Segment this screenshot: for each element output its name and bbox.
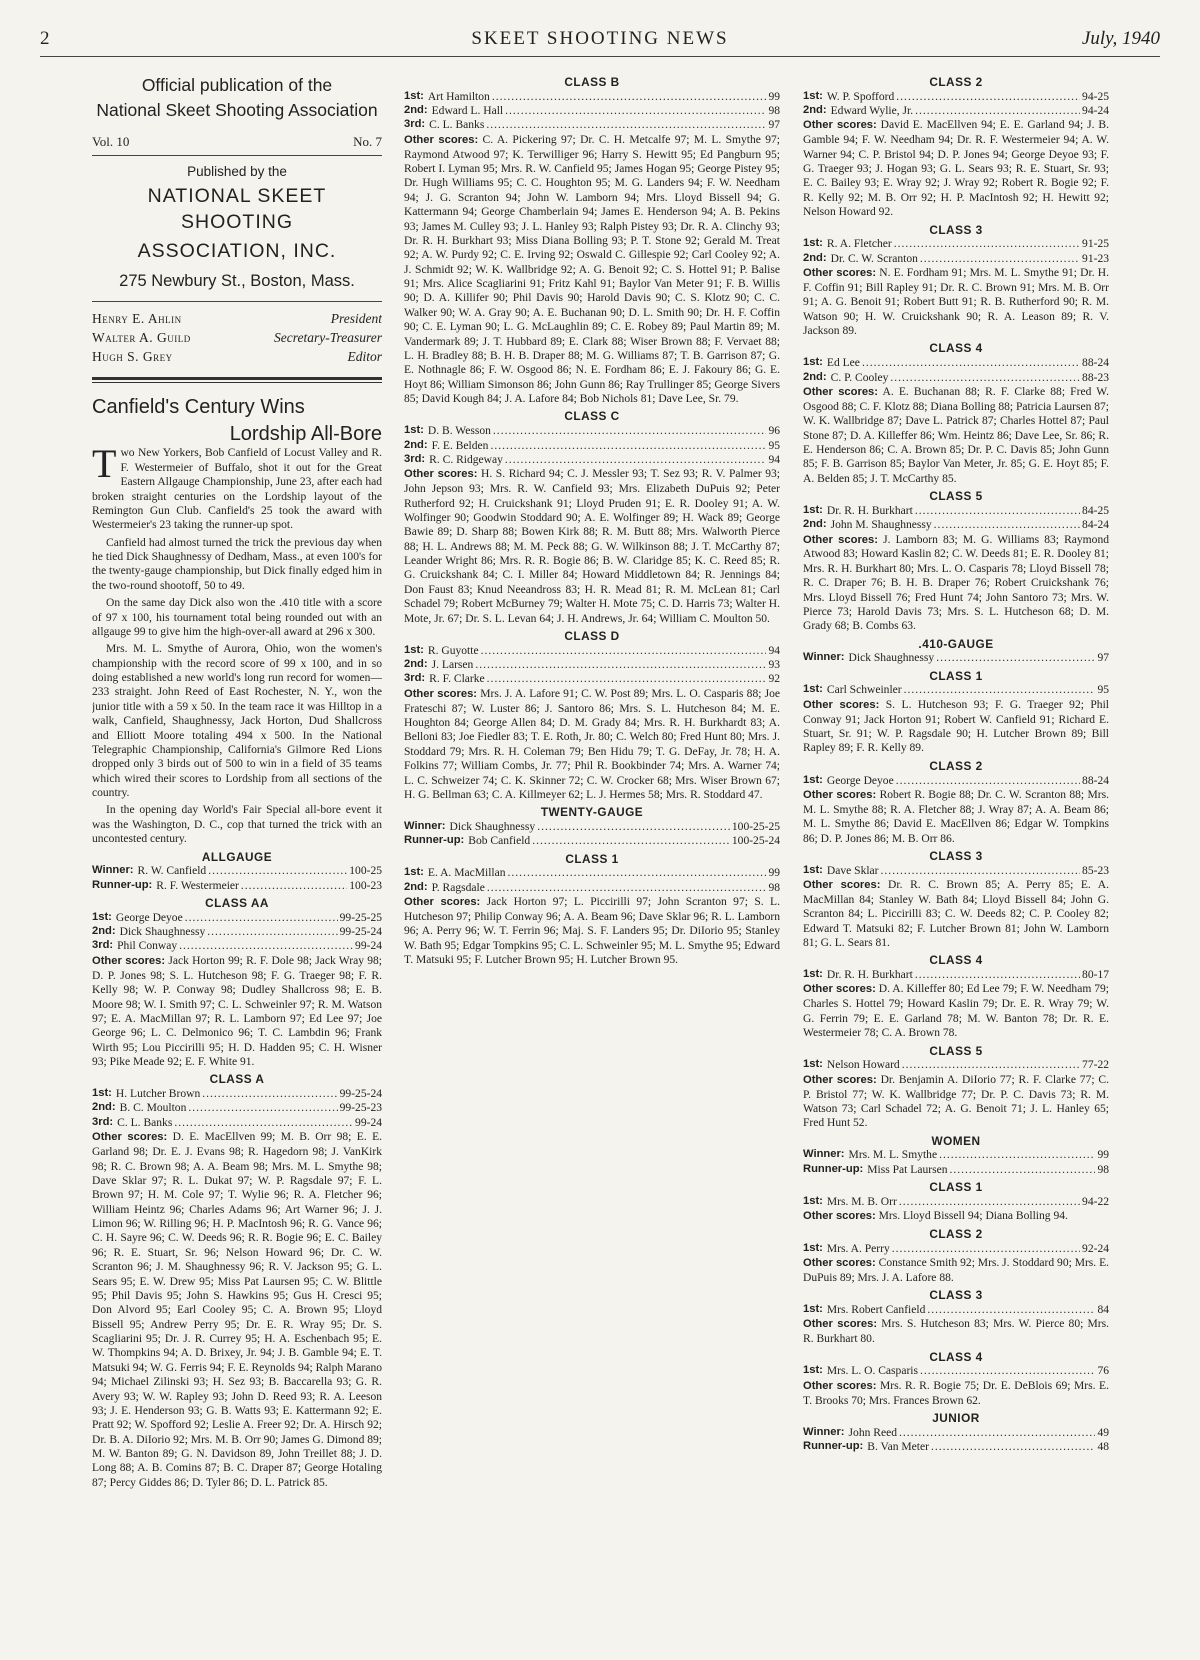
placing-line: 3rd: R. C. Ridgeway ..... 94 (404, 453, 780, 467)
placing-line: 1st: Nelson Howard ..... 77-22 (803, 1058, 1109, 1072)
column-2 (404, 72, 780, 1650)
runner-up-line: Runner-up: R. F. Westermeier ..... 100-23 (92, 879, 382, 893)
other-scores: Other scores: S. L. Hutcheson 93; F. G. Traeger 92; Phil Conway 91; Jack Horton 91; Robert W. Canfield 91; Richard E. Stuart, Sr. 91; W. P. Ragsdale 90; H. Lutcher Brown 89; Bill Rapley 89; F. R. Kelly 89. (803, 698, 1109, 755)
volume-row (92, 134, 382, 156)
other-scores: Other scores: H. S. Richard 94; C. J. Messler 93; T. Sez 93; R. V. Palmer 93; John Jepson 93; Mrs. R. W. Canfield 93; Mrs. Elizabeth DuPuis 92; Peter Rutherford 92; H. Cruickshank 91; Lloyd Pruden 91; E. R. Dooley 91; A. W. Wolfinger 90; Goodwin Stoddard 90; A. E. Wolfinger 89; H. Wack 89; George Bawie 89; D. Sharp 88; Bowen Kirk 88; R. M. Butt 88; Mrs. Walworth Pierce 88; H. L. Andrews 88; M. M. Peck 88; G. W. Wilkinson 88; J. T. McCarthy 87; Leander Wright 86; Mrs. R. R. Bogie 86; B. W. Claridge 85; K. C. Reed 85; R. G. Cruickshank 84; C. I. Miller 84; Howard Middletown 84; R. Jennings 84; Don Faust 83; Knud Neeandross 83; H. R. Mead 81; R. M. McLean 81; Carl Schadel 79; Robert McBurney 79; Walter H. Mote 75; C. D. Harris 73; Walter H. Mote, Jr. 67; Dr. S. L. Levan 64; J. H. Andrews, Jr. 64; William C. Moulton 50. (404, 468, 780, 625)
article-subheadline: Lordship All-Bore (229, 422, 382, 445)
winner-line: Winner: Dick Shaughnessy ..... 100-25-25 (404, 820, 780, 834)
class-title: CLASS AA (205, 896, 269, 911)
placing-line: 3rd: C. L. Banks ..... 97 (404, 118, 780, 132)
page-number: 2 (40, 28, 50, 49)
other-scores: Other scores: Jack Horton 99; R. F. Dole 98; Jack Wray 98; D. P. Jones 98; S. L. Hutcheson 98; F. G. Traeger 98; F. R. Kelly 98; W. P. Conway 98; Dudley Shallcross 98; E. B. Moore 98; W. I. Smith 97; C. L. Schweinler 97; R. M. Watson 97; E. A. MacMillan 97; R. L. Lamborn 97; Ed Lee 97; Joe George 96; L. C. Delmonico 96; T. C. Lambdin 96; Frank Wirth 95; Lou Piccirilli 95; H. D. Hadden 95; C. H. Wisner 93; Pike Meade 92; E. F. White 91. (92, 954, 382, 1069)
placing-line: 1st: H. Lutcher Brown ..... 99-25-24 (92, 1087, 382, 1101)
placing-line: 1st: W. P. Spofford ..... 94-25 (803, 90, 1109, 104)
column-3 (803, 72, 1109, 1650)
masthead-rule (92, 377, 382, 383)
placing-line: 1st: R. Guyotte ..... 94 (404, 644, 780, 658)
class-title: CLASS 1 (565, 851, 619, 866)
other-scores: Other scores: D. E. MacEllven 99; M. B. Orr 98; E. E. Garland 98; Dr. E. J. Evans 98; R. Hagedorn 98; J. VanKirk 98; R. C. Brown 98; A. A. Beam 98; Mrs. M. L. Smythe 98; Dave Sklar 97; R. L. Dukat 97; W. P. Ragsdale 97; F. L. Brown 97; H. M. Cole 97; T. Wylie 96; R. A. Fletcher 96; William Heintz 96; Charles Adams 96; Art Warner 96; J. J. Limon 96; W. Rilling 96; H. P. MacIntosh 96; R. G. Vance 96; C. H. Sayre 96; C. W. Deeds 96; R. R. Bogie 96; E. C. Bailey 96; R. E. Stuart, Sr. 96; Nelson Howard 96; Dr. C. W. Scranton 96; J. M. Shaughnessy 96; R. V. Jackson 95; G. L. Sears 95; E. W. Drew 95; Miss Pat Laursen 95; C. W. Blittle 95; Phil Davis 95; John S. Hawkins 95; Gus H. Cresci 95; Don Alvord 95; Earl Cooley 95; C. A. Brown 95; Lloyd Bissell 95; Andrew Perry 95; Dr. E. R. Wray 95; Dr. S. Scagliarini 95; Dr. J. R. Currey 95; H. A. Eschenbach 95; E. W. Thompkins 94; A. D. Brixey, Jr. 94; J. B. Gamble 94; E. T. Matsuki 94; W. G. Ferris 94; F. E. Reynolds 94; Ralph Marano 94; Michael Zilinski 93; H. Sez 93; B. Baccarella 93; G. R. Avery 93; W. W. Rapley 93; John D. Reed 93; R. A. Leeson 93; J. E. Henderson 93; G. B. Watts 93; E. Kattermann 92; E. Pratt 92; W. Spofford 92; Leslie A. Freer 92; Dr. A. Hirsch 92; Dr. B. A. DiIorio 92; Mrs. M. B. Orr 90; James G. Dimond 89; M. W. Banton 89; G. N. Davidson 89, John Treillet 88; J. D. Long 88; A. B. Comins 87; B. C. Draper 87; George Hotaling 87; Percy Giddes 86; D. Tyler 86; D. L. Patrick 85. (92, 1131, 382, 1489)
class-title: CLASS A (209, 1072, 265, 1087)
section-title: TWENTY-GAUGE (540, 805, 644, 820)
other-scores: Other scores: Mrs. J. A. Lafore 91; C. W. Post 89; Mrs. L. O. Casparis 88; Joe Frateschi 87; W. Luster 86; J. Santoro 86; Mrs. S. L. Hutcheson 84; M. E. Houghton 84; George Allen 84; D. M. Grady 84; Mrs. R. H. Burkhardt 83; A. Belloni 83; Joe Fiedler 83; T. E. Roth, Jr. 80; C. Welch 80; Fred Hunt 80; Mrs. J. Stoddard 79; Mrs. R. H. Coleman 79; Ben Hidu 79; T. G. DeFay, Jr. 78; H. A. Folkins 77; William Combs, Jr. 77; Phil R. Bookbinder 74; Mrs. A. Warner 74; L. C. Schweizer 74; C. K. Skinner 72; C. W. Crocker 68; Mrs. Wiser Brown 67; H. G. Bellman 63; C. A. Killmeyer 62; L. J. Hermes 58; Mrs. R. Stoddard 47. (404, 687, 780, 801)
placing-line: 2nd: C. P. Cooley ..... 88-23 (803, 371, 1109, 385)
class-title: CLASS 4 (929, 1349, 983, 1364)
placing-line: 2nd: John M. Shaughnessy ..... 84-24 (803, 518, 1109, 532)
published-by: Published by the (187, 163, 287, 179)
winner-line: Winner: Dick Shaughnessy ..... 97 (803, 651, 1109, 665)
association-name-1: NATIONAL SKEET SHOOTING (147, 185, 327, 233)
section-title: .410-GAUGE (918, 636, 994, 651)
placing-line: 2nd: F. E. Belden ..... 95 (404, 439, 780, 453)
other-scores: Other scores: David E. MacEllven 94; E. E. Garland 94; J. B. Gamble 94; F. W. Needham 94; Dr. R. F. Westermeier 94; A. W. Warner 94; C. P. Bristol 94; D. P. Jones 94; George Deyoe 93; F. G. Traeger 93; J. Hogan 93; G. L. Sears 93; R. E. Stuart, Sr. 93; E. C. Bailey 93; E. Wray 92; J. Wray 92; Robert R. Bogie 92; F. R. Kelly 92; M. B. Orr 92; H. P. MacIntosh 92; H. Hewitt 92; Nelson Howard 92. (803, 119, 1109, 219)
other-scores: Other scores: Mrs. S. Hutcheson 83; Mrs. W. Pierce 80; Mrs. R. Burkhart 80. (803, 1318, 1109, 1346)
article-paragraph: Canfield had almost turned the trick the previous day when he tied Dick Shaughnessy of Dedham, Mass., at even 100's for the twenty-gauge championship, but Dick finally edged him in the two-round shootoff, 50 to 49. (92, 536, 382, 592)
class-title: CLASS 3 (929, 848, 983, 863)
placing-line: 2nd: Dick Shaughnessy ..... 99-25-24 (92, 925, 382, 939)
volume-number: Vol. 10 (92, 133, 130, 149)
other-scores: Other scores: D. A. Killeffer 80; Ed Lee 79; F. W. Needham 79; Charles S. Hottel 79; Howard Kaslin 79; Dr. E. R. Wray 79; W. G. Ferrin 79; E. E. Garland 78; M. W. Banton 78; Dr. R. E. Westermeier 78; C. A. Brown 78. (803, 983, 1109, 1040)
class-title: CLASS 3 (929, 222, 983, 237)
placing-line: 1st: D. B. Wesson ..... 96 (404, 424, 780, 438)
placing-line: 1st: Dr. R. H. Burkhart ..... 80-17 (803, 968, 1109, 982)
class-title: CLASS 4 (929, 953, 983, 968)
placing-line: 2nd: Edward Wylie, Jr. ..... 94-24 (803, 104, 1109, 118)
other-scores: Other scores: Mrs. R. R. Bogie 75; Dr. E. DeBlois 69; Mrs. E. T. Brooks 70; Mrs. Frances Brown 62. (803, 1379, 1109, 1407)
other-scores: Other scores: N. E. Fordham 91; Mrs. M. L. Smythe 91; Dr. H. F. Coffin 91; Bill Rapley 91; Dr. R. C. Brown 91; Mrs. M. B. Orr 91; A. G. Benoit 91; Robert Butt 91; R. B. Rutherford 90; R. M. Watson 90; H. W. Cruickshank 90; R. A. Leason 89; R. V. Jackson 89. (803, 267, 1109, 338)
winner-line: Winner: R. W. Canfield ..... 100-25 (92, 864, 382, 878)
placing-line: 2nd: P. Ragsdale ..... 98 (404, 881, 780, 895)
class-title: CLASS 2 (929, 1227, 983, 1242)
class-title: CLASS 1 (929, 1180, 983, 1195)
other-scores: Other scores: Jack Horton 97; L. Piccirilli 97; John Scranton 97; S. L. Hutcheson 97; Philip Conway 96; A. A. Beam 96; Dave Sklar 96; R. L. Lamborn 96; A. Perry 96; W. T. Ferrin 96; Maj. S. F. Landers 95; Dr. DiIorio 95; Stanley W. Bath 95; Edgar Tompkins 95; C. L. Schweinler 95; M. L. Smythe 95; Edward T. Matsuki 95; F. Lutcher Brown 95; H. Lutcher Brown 95. (404, 896, 780, 967)
other-scores: Other scores: Dr. R. C. Brown 85; A. Perry 85; E. A. MacMillan 84; Stanley W. Bath 84; Lloyd Bissell 84; John G. Scranton 84; L. Piccirilli 83; C. W. Deeds 82; C. P. Cooley 82; Edward T. Matsuki 82; F. Lutcher Brown 81; John W. Lamborn 81; G. L. Sears 81. (803, 879, 1109, 950)
officer-president: Henry E. Ahlin President (92, 311, 382, 327)
placing-line: 3rd: Phil Conway ..... 99-24 (92, 939, 382, 953)
placing-line: 2nd: Edward L. Hall ..... 98 (404, 104, 780, 118)
class-title: CLASS 5 (929, 489, 983, 504)
class-title: CLASS 1 (929, 668, 983, 683)
masthead-line-2: National Skeet Shooting Association (96, 99, 378, 120)
article-paragraph: Two New Yorkers, Bob Canfield of Locust Valley and R. F. Westermeier of Buffalo, shot it out for the Great Eastern Allgauge Championship, June 23, after each had broken straight centuries on the Lordship layout of the Remington Gun Club. Canfield's 25 took the award with Westermeier's 23 taking the runner-up spot. (92, 441, 382, 532)
class-title: CLASS 3 (929, 1288, 983, 1303)
class-title: CLASS 4 (929, 341, 983, 356)
article-paragraph: In the opening day World's Fair Special all-bore event it was the Washington, D. C., cop that turned the trick with an uncontested century. (92, 804, 382, 846)
class-title: CLASS D (564, 628, 620, 643)
placing-line: 1st: Mrs. A. Perry ..... 92-24 (803, 1242, 1109, 1256)
article-headline: Canfield's Century Wins (92, 395, 305, 418)
runner-up-line: Runner-up: B. Van Meter ..... 48 (803, 1440, 1109, 1454)
placing-line: 3rd: C. L. Banks ..... 99-24 (92, 1116, 382, 1130)
winner-line: Winner: Mrs. M. L. Smythe ..... 99 (803, 1148, 1109, 1162)
placing-line: 1st: Mrs. M. B. Orr ..... 94-22 (803, 1195, 1109, 1209)
other-scores: Other scores: C. A. Pickering 97; Dr. C. H. Metcalfe 97; M. L. Smythe 97; Raymond Atwood 97; K. Terwilliger 96; Harry S. Hewitt 95; Ed Pangburn 95; Robert I. Lyman 95; Mrs. R. W. Canfield 95; James Hogan 95; George Pistey 95; Dr. Hugh Williams 95; C. C. Houghton 95; M. G. Landers 94; F. W. Needham 94; J. G. Scranton 94; John W. Lamborn 94; Mrs. Lloyd Bissell 94; G. Kattermann 94; George Chamberlain 94; James E. Henderson 94; A. B. Pekins 93; James M. Culley 93; J. L. Hanley 93; Ralph Pistey 93; Dr. R. A. Clinchy 93; Dr. R. H. Burkhart 93; Miss Diana Bolling 93; P. T. Stone 92; Gerald M. Treat 92; A. W. Purdy 92; C. E. Irving 92; Oswald C. Gillespie 92; Carl Cooley 92; A. J. Schmidt 92; W. K. Wallbridge 92; A. G. Benoit 92; C. S. Hottel 91; P. Balise 91; Mrs. Alice Scagliarini 91; Fritz Kahl 91; Baylor Van Meter 91; F. B. Willis 90; D. A. Killifer 90; Phil Davis 90; Harold Davis 90; C. S. Klotz 90; C. C. Walker 90; W. A. Gray 90; A. E. Buchanan 90; D. L. Smith 90; Dr. H. F. Coffin 90; C. E. Lyman 90; L. G. McLaughlin 89; C. E. Robey 89; Paul Martin 89; M. Vandermark 89; J. T. Hubbard 89; E. Clark 88; Wiser Brown 88; F. Vervaet 88; L. H. Bradley 88; B. H. B. Draper 88; M. G. Williams 87; T. B. Garrison 87; G. E. Nothnagle 86; F. W. Osgood 86; N. E. Fordham 86; E. J. Fakoury 86; G. E. Hoyt 86; William Simonson 86; John Gunn 86; Ray Trullinger 85; George Sivers 85; David Kough 84; J. A. Lafore 84; Bob Nichols 81; Dave Lee, Sr. 79. (404, 133, 780, 406)
placing-line: 2nd: B. C. Moulton ..... 99-25-23 (92, 1101, 382, 1115)
column-1 (92, 72, 382, 1650)
other-scores: Other scores: Mrs. Lloyd Bissell 94; Diana Bolling 94. (803, 1210, 1068, 1223)
section-title: WOMEN (931, 1133, 981, 1148)
placing-line: 3rd: R. F. Clarke ..... 92 (404, 672, 780, 686)
placing-line: 2nd: J. Larsen ..... 93 (404, 658, 780, 672)
placing-line: 1st: Dr. R. H. Burkhart ..... 84-25 (803, 504, 1109, 518)
winner-line: Winner: John Reed ..... 49 (803, 1426, 1109, 1440)
placing-line: 1st: George Deyoe ..... 99-25-25 (92, 911, 382, 925)
class-title: CLASS 5 (929, 1043, 983, 1058)
page-header (40, 22, 1160, 57)
issue-date: July, 1940 (1081, 28, 1160, 49)
drop-cap: T (92, 441, 117, 487)
placing-line: 1st: Mrs. Robert Canfield ..... 84 (803, 1303, 1109, 1317)
officer-editor: Hugh S. Grey Editor (92, 348, 382, 364)
section-title: ALLGAUGE (201, 849, 273, 864)
officer-secretary: Walter A. Guild Secretary-Treasurer (92, 329, 382, 345)
class-title: CLASS 2 (929, 758, 983, 773)
masthead-line-1: Official publication of the (141, 75, 333, 95)
placing-line: 1st: E. A. MacMillan ..... 99 (404, 866, 780, 880)
other-scores: Other scores: Robert R. Bogie 88; Dr. C. W. Scranton 88; Mrs. M. L. Smythe 88; R. A. Fletcher 88; J. Wray 87; A. A. Beam 86; M. L. Smythe 86; David E. MacEllven 86; Edgar W. Tompkins 86; D. P. Jones 86; M. B. Orr 86. (803, 788, 1109, 845)
class-title: CLASS 2 (929, 75, 983, 89)
other-scores: Other scores: J. Lamborn 83; M. G. Williams 83; Raymond Atwood 83; Howard Kaslin 82; C. W. Deeds 81; E. R. Dooley 81; Mrs. R. H. Burkhart 80; Mrs. L. O. Casparis 78; Lloyd Bissell 78; R. C. Draper 76; B. H. B. Draper 76; Robert Cruickshank 76; Mrs. Lloyd Bissell 76; Fred Hunt 74; John Santoro 73; Mrs. W. Pierce 73; Harold Davis 73; Mrs. S. L. Hutcheson 68; D. M. Grady 68; B. Combs 63. (803, 533, 1109, 633)
other-scores: Other scores: A. E. Buchanan 88; R. F. Clarke 88; Fred W. Osgood 88; C. F. Klotz 88; Diana Bolling 88; Patricia Laursen 87; W. K. Wallbridge 87; Dave L. Patrick 87; Charles Hottel 87; Paul Stone 87; D. A. Killeffer 86; Wm. Heintz 86; Dave Lee, Sr. 86; R. E. Henderson 86; C. A. Brown 85; Dr. P. C. Davis 85; John Gunn 85; F. B. Garrison 85; Baylor Van Meter, Jr. 85; G. E. Hoyt 85; F. A. Belden 85; J. T. McCarthy 85. (803, 385, 1109, 485)
placing-line: 1st: Ed Lee ..... 88-24 (803, 356, 1109, 370)
placing-line: 1st: Mrs. L. O. Casparis ..... 76 (803, 1364, 1109, 1378)
runner-up-line: Runner-up: Bob Canfield ..... 100-25-24 (404, 834, 780, 848)
placing-line: 1st: Art Hamilton ..... 99 (404, 90, 780, 104)
officers-list (92, 301, 382, 367)
placing-line: 1st: Carl Schweinler ..... 95 (803, 683, 1109, 697)
publication-title: SKEET SHOOTING NEWS (471, 28, 729, 49)
other-scores: Other scores: Constance Smith 92; Mrs. J. Stoddard 90; Mrs. E. DuPuis 89; Mrs. J. A. Lafore 88. (803, 1257, 1109, 1285)
article-paragraph: Mrs. M. L. Smythe of Aurora, Ohio, won the women's championship with the record score of 99 x 100, and in so doing established a new world's long run record for women—233 straight. John Reed of East Rochester, N. Y., won the junior title with a 59 x 50. In the team race it was Hilltop in a walk, Canfield, Shaughnessy, Jack Horton, Dud Shallcross and Elliott Moore totaling 494 x 500. In the National Telegraphic Championship, California's Gilmore Red Lions dropped only 3 birds out of 500 to win in a field of 35 teams which wired their scores to Lordship from all sections of the country. (92, 643, 382, 800)
article-paragraph: On the same day Dick also won the .410 title with a score of 97 x 100, his tournament total being rounded out with an allgauge 99 to give him the high-over-all award at 296 x 300. (92, 597, 382, 638)
placing-line: 1st: George Deyoe ..... 88-24 (803, 774, 1109, 788)
other-scores: Other scores: Dr. Benjamin A. DiIorio 77; R. F. Clarke 77; C. P. Bristol 77; W. K. Wallbridge 77; Dr. P. C. Davis 73; R. M. Watson 73; Carl Schadel 72; A. G. Benoit 71; J. L. Hanley 65; Fred Hunt 52. (803, 1073, 1109, 1130)
section-title: JUNIOR (932, 1411, 980, 1426)
placing-line: 1st: R. A. Fletcher ..... 91-25 (803, 237, 1109, 251)
issue-number: No. 7 (353, 133, 382, 149)
association-address: 275 Newbury St., Boston, Mass. (119, 271, 355, 290)
runner-up-line: Runner-up: Miss Pat Laursen ..... 98 (803, 1163, 1109, 1177)
association-name-2: ASSOCIATION, INC. (137, 240, 337, 263)
class-title: CLASS B (564, 75, 620, 89)
placing-line: 1st: Dave Sklar ..... 85-23 (803, 864, 1109, 878)
placing-line: 2nd: Dr. C. W. Scranton ..... 91-23 (803, 252, 1109, 266)
class-title: CLASS C (564, 409, 620, 424)
